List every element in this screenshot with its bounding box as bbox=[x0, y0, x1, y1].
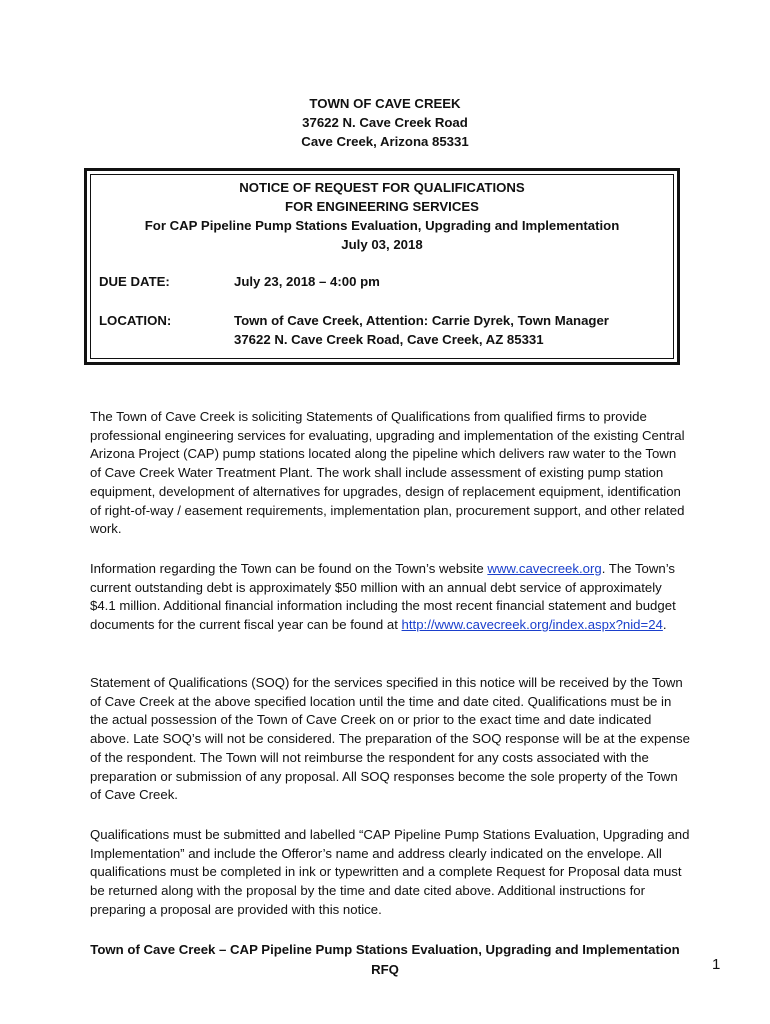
town-website-link[interactable]: www.cavecreek.org bbox=[487, 561, 602, 576]
paragraph-soq-submission: Statement of Qualifications (SOQ) for the services specified in this notice will be received by the Town of Cave Creek at the above specified location until the time and date cited. Qualifications must be in the actual possession of the Town of Cave Creek on or prior to the exact time and date indicated above. Late SOQ’s will not be considered. The preparation of the SOQ response will be at the expense of the respondent. The Town will not reimburse the respondent for any costs associated with the preparation or submission of any proposal. All SOQ responses become the sole property of the Town of Cave Creek. bbox=[90, 675, 690, 803]
financial-info-link[interactable]: http://www.cavecreek.org/index.aspx?nid=24 bbox=[401, 617, 663, 633]
document-footer bbox=[0, 940, 770, 980]
paragraph-solicitation: The Town of Cave Creek is soliciting Statements of Qualifications from qualified firms to provide professional engineering services for evaluating, upgrading and implementation of the existing Central Arizona Project (CAP) pump stations located along the pipeline which delivers raw water to the Town of Cave Creek Water Treatment Plant. The work shall include assessment of existing pump station equipment, development of alternatives for upgrades, design of replacement equipment, identification of right-of-way / easement requirements, implementation plan, procurement support, and other related work. bbox=[90, 409, 685, 537]
town-name: TOWN OF CAVE CREEK bbox=[309, 96, 461, 111]
project-title: For CAP Pipeline Pump Stations Evaluation, Upgrading and Implementation bbox=[144, 218, 620, 233]
due-date-label: DUE DATE: bbox=[99, 274, 170, 289]
document-header bbox=[0, 94, 770, 151]
notice-title-block bbox=[84, 178, 680, 254]
location-value-line1: Town of Cave Creek, Attention: Carrie Dyrek, Town Manager bbox=[234, 313, 609, 328]
notice-title: NOTICE OF REQUEST FOR QUALIFICATIONS bbox=[239, 180, 525, 195]
town-street-address: 37622 N. Cave Creek Road bbox=[302, 115, 468, 130]
town-city-state-zip: Cave Creek, Arizona 85331 bbox=[301, 134, 469, 149]
notice-subtitle: FOR ENGINEERING SERVICES bbox=[285, 199, 479, 214]
footer-doc-type: RFQ bbox=[371, 962, 399, 977]
due-date-value: July 23, 2018 – 4:00 pm bbox=[234, 274, 380, 289]
paragraph-labelling-instructions: Qualifications must be submitted and labelled “CAP Pipeline Pump Stations Evaluation, Upgrading and Implementation” and include the Offeror’s name and address clearly indicated on the envelope. All qualifications must be completed in ink or typewritten and a complete Request for Proposal data must be returned along with the proposal by the time and date cited above. Additional instructions for preparing a proposal are provided with this notice. bbox=[90, 827, 690, 917]
paragraph-town-information bbox=[90, 560, 690, 635]
location-value-line2: 37622 N. Cave Creek Road, Cave Creek, AZ 85331 bbox=[234, 332, 544, 347]
notice-date: July 03, 2018 bbox=[341, 237, 423, 252]
info-text-middle: . The Town’s current outstanding debt is approximately $50 million with an annual debt service of approximately $4.1 million. Additional financial information including the most recent financial statement and budget documents for the current fiscal year can be found at bbox=[90, 561, 676, 633]
info-text-end: . bbox=[662, 617, 667, 633]
page-number: 1 bbox=[712, 956, 721, 973]
location-label: LOCATION: bbox=[99, 313, 172, 328]
footer-project-title: Town of Cave Creek – CAP Pipeline Pump Stations Evaluation, Upgrading and Implementation bbox=[90, 942, 680, 957]
info-text-start: Information regarding the Town can be found on the Town’s website bbox=[90, 561, 488, 576]
